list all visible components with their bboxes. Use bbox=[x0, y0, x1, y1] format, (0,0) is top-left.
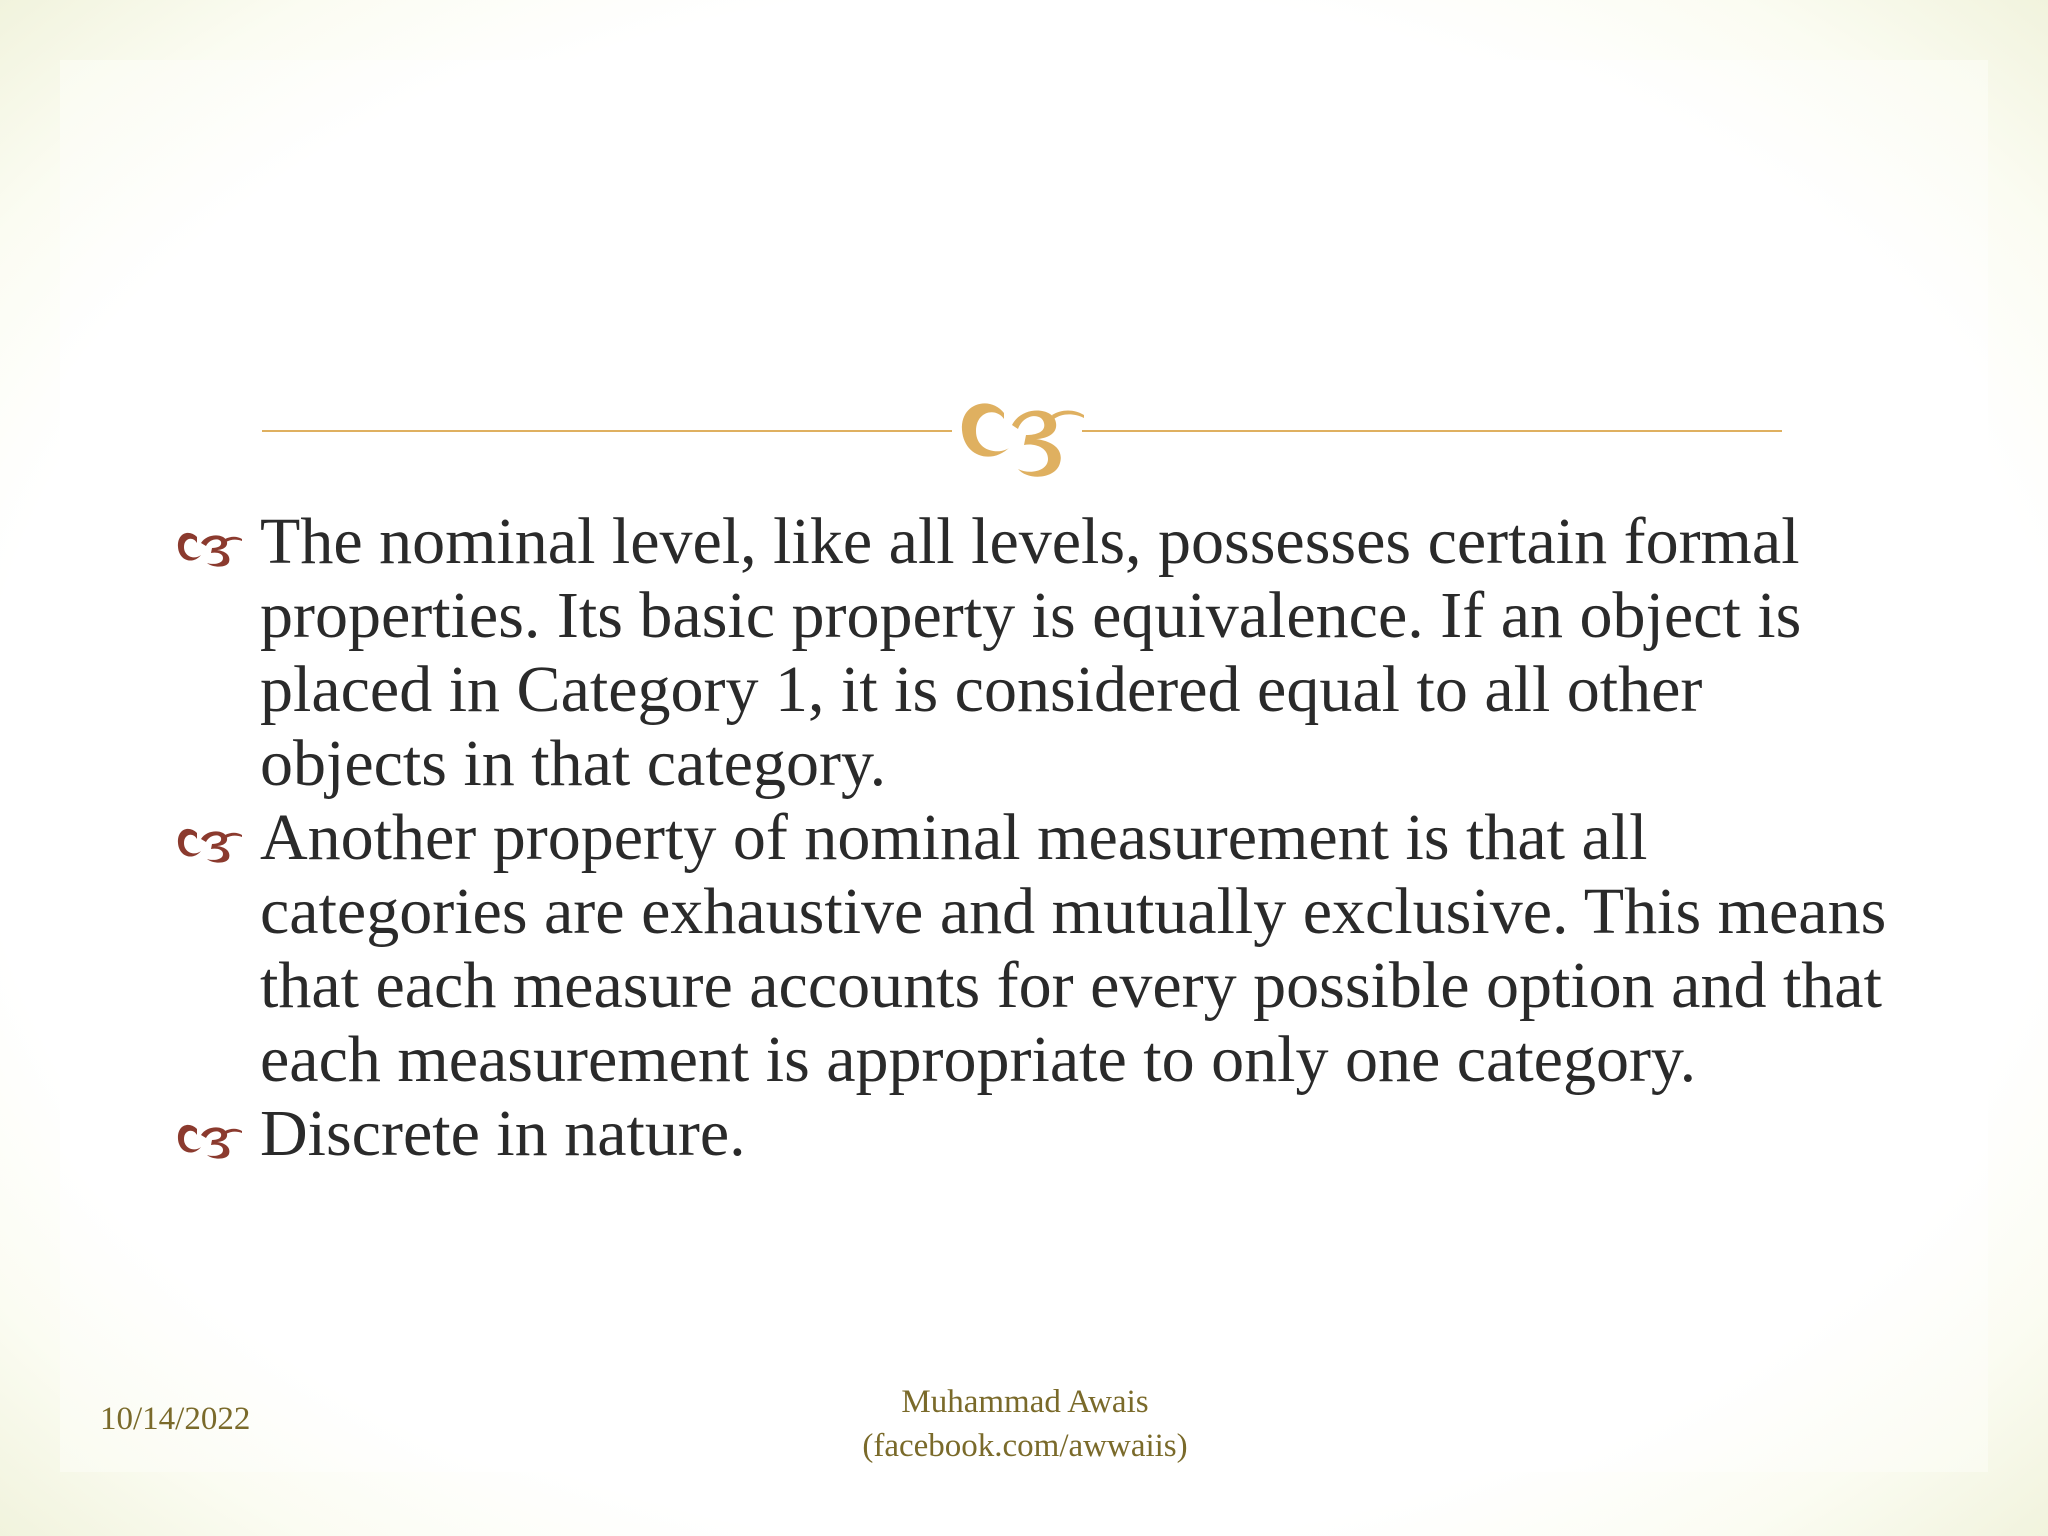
fleuron-ornament-icon bbox=[952, 385, 1087, 480]
fleuron-bullet-icon bbox=[175, 1119, 243, 1159]
bullet-text: Discrete in nature. bbox=[260, 1097, 746, 1170]
bullet-text: The nominal level, like all levels, possesses certain formal properties. Its basic property is equivalence. If an object is placed in Category 1, it is considered equal to all other objects in that category. bbox=[260, 505, 1802, 800]
list-item bbox=[175, 1097, 1895, 1171]
fleuron-bullet-icon bbox=[175, 527, 243, 567]
bullet-text: Another property of nominal measurement is that all categories are exhaustive and mutually exclusive. This means that each measure accounts for every possible option and that each measurement is appropriate to only one category. bbox=[260, 801, 1887, 1096]
divider-line-left bbox=[262, 430, 952, 432]
author-link: (facebook.com/awwaiis) bbox=[862, 1428, 1188, 1464]
divider-line-right bbox=[1082, 430, 1782, 432]
title-divider bbox=[262, 430, 1782, 432]
footer-author bbox=[760, 1380, 1290, 1468]
bullet-list bbox=[175, 505, 1895, 1171]
author-name: Muhammad Awais bbox=[901, 1384, 1149, 1420]
list-item bbox=[175, 505, 1895, 801]
fleuron-bullet-icon bbox=[175, 823, 243, 863]
list-item bbox=[175, 801, 1895, 1097]
footer-date: 10/14/2022 bbox=[100, 1401, 251, 1437]
